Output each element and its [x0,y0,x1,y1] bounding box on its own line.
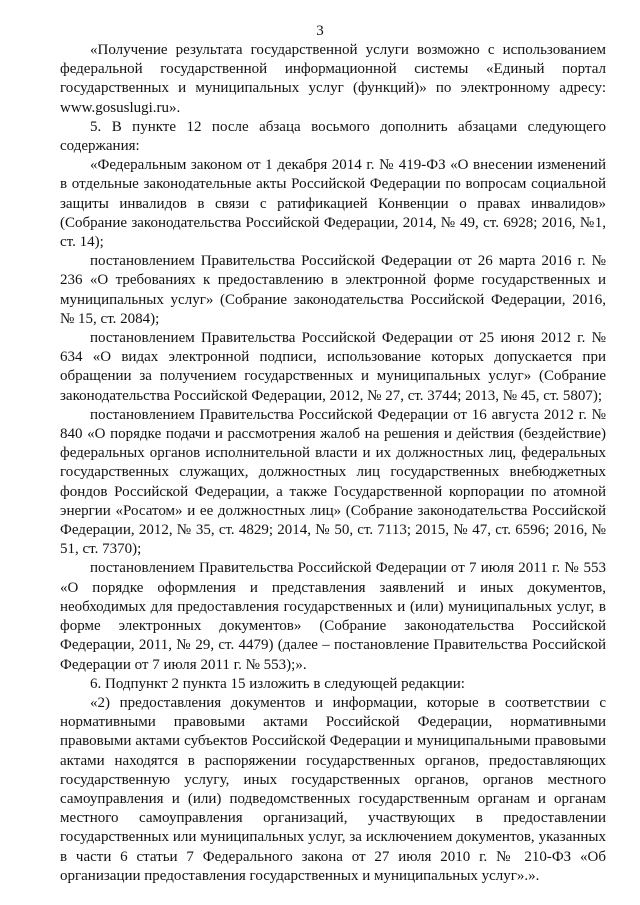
paragraph-resolution-553: постановлением Правительства Российской Федерации от 7 июля 2011 г. № 553 «О порядке оформления и представления заявлений и иных документов, необходимых для предоставления государственных и (или) муниципальных услуг, в форме электронных документов» (Собрание законодательства Российской Федерации, 2011, № 29, ст. 4479) (далее – постановление Правительства Российской Федерации от 7 июля 2011 г. № 553);». [60,560,606,673]
paragraph-subitem-2: «2) предоставления документов и информации, которые в соответствии с нормативными правовыми актами Российской Федерации, нормативными правовыми актами субъектов Российской Федерации и муниципальными правовыми актами находятся в распоряжении государственных органов, предоставляющих государственную услугу, иных государственных органов, органов местного самоуправления и (или) подведомственных государственным органам и органам местного самоуправления организаций, участвующих в предоставлении государственных или муниципальных услуг, за исключением документов, указанных в части 6 статьи 7 Федерального закона от 27 июля 2010 г. № 210-ФЗ «Об организации предоставления государственных и муниципальных услуг».». [60,694,606,884]
paragraph-resolution-840: постановлением Правительства Российской Федерации от 16 августа 2012 г. № 840 «О порядке подачи и рассмотрения жалоб на решения и действия (бездействие) федеральных органов исполнительной власти и их должностных лиц, федеральных государственных служащих, должностных лиц государственных внебюджетных фондов Российской Федерации, а также Государственной корпорации по атомной энергии «Росатом» и ее должностных лиц» (Собрание законодательства Российской Федерации, 2012, № 35, ст. 4829; 2014, № 50, ст. 7113; 2015, № 47, ст. 6596; 2016, № 51, ст. 7370); [60,406,606,558]
paragraph-resolution-236: постановлением Правительства Российской Федерации от 26 марта 2016 г. № 236 «О требованиях к предоставлению в электронной форме государственных и муниципальных услуг» (Собрание законодательства Российской Федерации, 2016, № 15, ст. 2084); [60,253,606,327]
paragraph-item-6-heading: 6. Подпункт 2 пункта 15 изложить в следующей редакции: [90,675,465,692]
page-number: 3 [316,23,324,39]
paragraph-item-5-heading: 5. В пункте 12 после абзаца восьмого дополнить абзацами следующего содержания: [60,118,606,155]
paragraph-federal-law-419: «Федеральным законом от 1 декабря 2014 г. № 419-ФЗ «О внесении изменений в отдельные законодательные акты Российской Федерации по вопросам социальной защиты инвалидов в связи с ратификацией Конвенции о правах инвалидов» (Собрание законодательства Российской Федерации, 2014, № 49, ст. 6928; 2016, №1, ст. 14); [60,157,606,251]
paragraph-result-via-portal: «Получение результата государственной услуги возможно с использованием федеральной государственной информационной системы «Единый портал государственных и муниципальных услуг (функций)» по электронному адресу: www.gosuslugi.ru». [60,42,606,116]
paragraph-resolution-634: постановлением Правительства Российской Федерации от 25 июня 2012 г. № 634 «О видах электронной подписи, использование которых допускается при обращении за получением государственных и муниципальных услуг» (Собрание законодательства Российской Федерации, 2012, № 27, ст. 3744; 2013, № 45, ст. 5807); [60,330,606,404]
document-body [60,41,606,886]
